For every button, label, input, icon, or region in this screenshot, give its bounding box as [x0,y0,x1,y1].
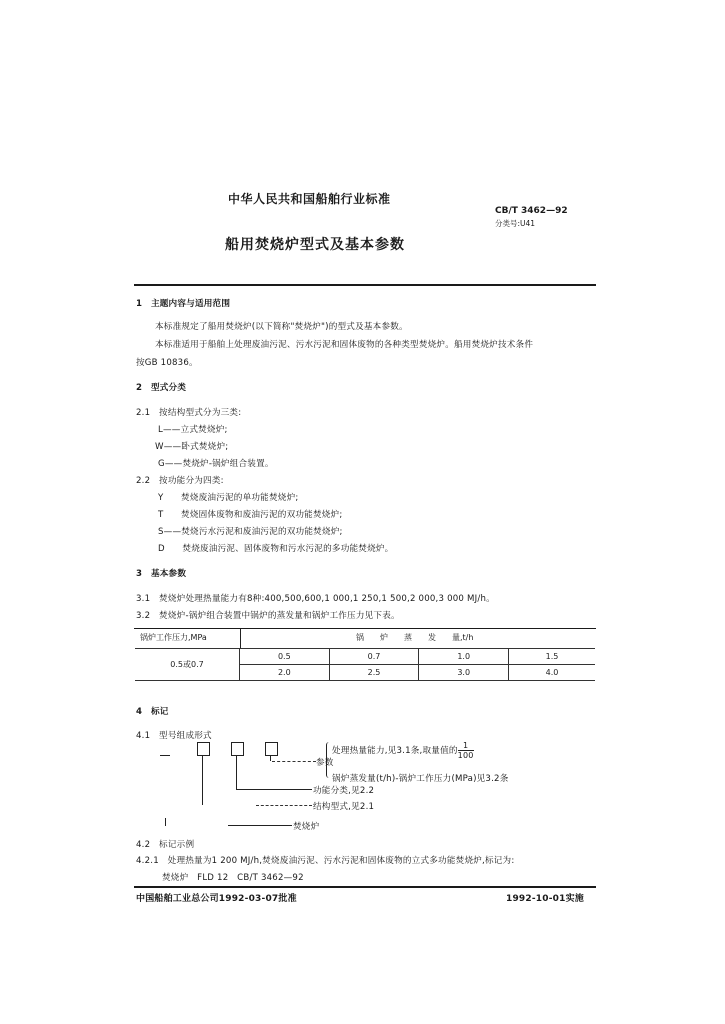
leader-function [236,755,237,789]
section-1-heading: 1 主题内容与适用范围 [136,299,231,309]
leader-structure [202,755,203,805]
table-row-label: 0.5或0.7 [135,649,240,681]
slot-parameter [265,742,278,756]
section-4-2: 4.2 标记示例 [136,840,195,850]
parameter-label: 参数 [316,758,334,768]
classification-number: 分类号:U41 [495,219,536,228]
table-col2-header: 锅 炉 蒸 发 量,t/h [356,633,474,642]
structure-type-G: G——焚烧炉-锅炉组合装置。 [158,459,274,469]
function-type-T: T 焚烧固体废物和废油污泥的双功能焚烧炉; [158,510,343,520]
section-4-heading: 4 标记 [136,707,169,717]
table-cell: 2.5 [329,665,419,681]
line-function [236,789,312,790]
table-top-rule [134,628,596,629]
section-1-para-2b: 按GB 10836。 [136,358,198,368]
org-title: 中华人民共和国船舶行业标准 [228,192,391,206]
fraction-one-hundredth [458,741,474,760]
section-1-para-1: 本标准规定了船用焚烧炉(以下简称"焚烧炉")的型式及基本参数。 [155,322,408,332]
fraction-denominator: 100 [457,751,474,760]
section-4-2-1: 4.2.1 处理热量为1 200 MJ/h,焚烧废油污泥、污水污泥和固体废物的立式多功能焚烧炉,标记为: [136,856,515,866]
section-2-2: 2.2 按功能分为四类: [136,476,224,486]
section-2-heading: 2 型式分类 [136,383,187,393]
table-header-divider [240,629,241,648]
table-col1-header: 锅炉工作压力,MPa [140,633,207,642]
standard-number: CB/T 3462—92 [495,206,568,216]
structure-type-W: W——卧式焚烧炉; [155,442,229,452]
structure-label: 结构型式,见2.1 [313,802,375,812]
approval-date: 中国船舶工业总公司1992-03-07批准 [136,894,297,904]
table-cell: 1.5 [509,649,595,665]
slot-incinerator [160,743,170,756]
section-3-2: 3.2 焚烧炉-锅炉组合装置中锅炉的蒸发量和锅炉工作压力见下表。 [136,611,400,621]
leader-parameter [270,755,271,761]
boiler-table [135,648,595,681]
implementation-date: 1992-10-01实施 [506,894,584,904]
parameter-line-2: 锅炉蒸发量(t/h)-锅炉工作压力(MPa)见3.2条 [332,774,509,784]
section-1-para-2a: 本标准适用于船舶上处理废油污泥、污水污泥和固体废物的各种类型焚烧炉。船用焚烧炉技术条件 [155,340,534,350]
line-parameter [272,761,316,762]
table-cell: 3.0 [419,665,509,681]
line-incinerator [228,825,292,826]
header-rule [134,284,596,286]
section-3-1: 3.1 焚烧炉处理热量能力有8种:400,500,600,1 000,1 250,1 500,2 000,3 000 MJ/h。 [136,594,495,604]
function-type-S: S——焚烧污水污泥和废油污泥的双功能焚烧炉; [158,527,343,537]
leader-incinerator [165,818,166,826]
function-label: 功能分类,见2.2 [313,786,375,796]
function-type-Y: Y 焚烧废油污泥的单功能焚烧炉; [158,493,299,503]
parameter-line-1-text: 处理热量能力,见3.1条,取量值的 [332,746,458,756]
incinerator-label: 焚烧炉 [293,822,320,832]
table-cell: 4.0 [509,665,595,681]
line-structure [256,805,312,806]
fraction-numerator: 1 [458,741,474,751]
marking-example: 焚烧炉 FLD 12 CB/T 3462—92 [162,873,304,883]
document-title: 船用焚烧炉型式及基本参数 [225,237,405,253]
table-cell: 2.0 [240,665,330,681]
section-3-heading: 3 基本参数 [136,569,187,579]
section-2-1: 2.1 按结构型式分为三类: [136,408,242,418]
structure-type-L: L——立式焚烧炉; [158,425,228,435]
function-type-D: D 焚烧废油污泥、固体废物和污水污泥的多功能焚烧炉。 [158,544,394,554]
slot-structure [197,742,210,756]
table-cell: 0.5 [240,649,330,665]
table-cell: 1.0 [419,649,509,665]
parameter-line-1 [332,741,474,760]
slot-function [231,742,244,756]
table-row [135,649,595,665]
table-cell: 0.7 [329,649,419,665]
footer-rule [134,886,596,888]
section-4-1: 4.1 型号组成形式 [136,731,212,741]
